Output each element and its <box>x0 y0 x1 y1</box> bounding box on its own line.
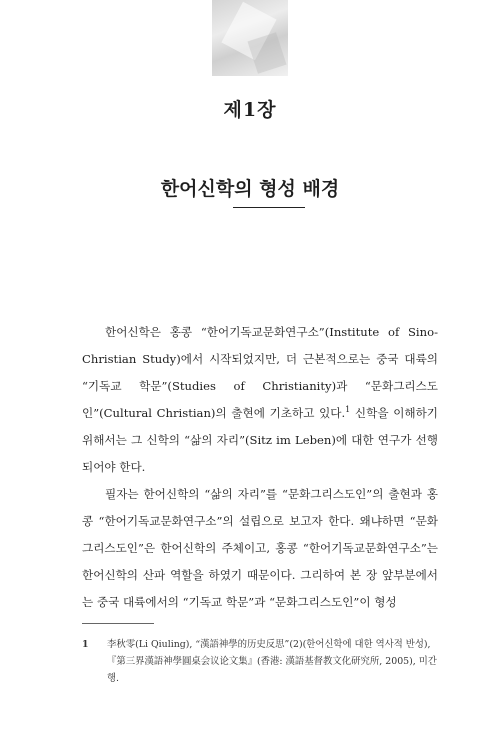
footnote-number: 1 <box>82 639 89 650</box>
paragraph-2: 필자는 한어신학의 “삶의 자리”를 “문화그리스도인”의 출현과 홍콩 “한어기독교문화연구소”의 설립으로 보고자 한다. 왜냐하면 “문화그리스도인”은 한어신학의 주체이고, 홍콩 “한어기독교문화연구소”는 한어신학의 산파 역할을 하였기 때문이다. 그리하여 본 장 앞부분에서는 중국 대륙에서의 “기독교 학문”과 “문화그리스도인”이 형성 <box>82 487 438 609</box>
footnote-separator <box>82 623 154 624</box>
decorative-facet <box>247 32 286 74</box>
paragraph-1-part-b: 신학을 이해하기 위해서는 그 신학의 “삶의 자리”(Sitz im Leben)에 대한 연구가 선행되어야 한다. <box>82 406 438 474</box>
footnote-text: 李秋零(Li Qiuling), “漢語神學的历史反思”(2)(한어신학에 대한 역사적 반성), 『第三界漢語神學圓桌会议论文集』(香港: 漢語基督教文化研究所, 2005), 미간행. <box>107 639 437 684</box>
title-underline <box>233 207 305 208</box>
footnote-reference[interactable]: 1 <box>345 405 351 415</box>
paragraph-1 <box>82 319 438 481</box>
body-text <box>82 319 438 616</box>
chapter-header-image <box>212 0 288 76</box>
chapter-title: 한어신학의 형성 배경 <box>160 178 340 200</box>
chapter-number: 제1장 <box>223 99 277 121</box>
paragraph-1-part-a: 한어신학은 홍콩 “한어기독교문화연구소”(Institute of Sino-Christian Study)에서 시작되었지만, 더 근본적으로는 중국 대륙의 “기독교 학문”(Studies of Christianity)과 “문화그리스도인”(Cultural Christian)의 출현에 기초하고 있다. <box>82 325 438 420</box>
footnote <box>82 636 442 687</box>
